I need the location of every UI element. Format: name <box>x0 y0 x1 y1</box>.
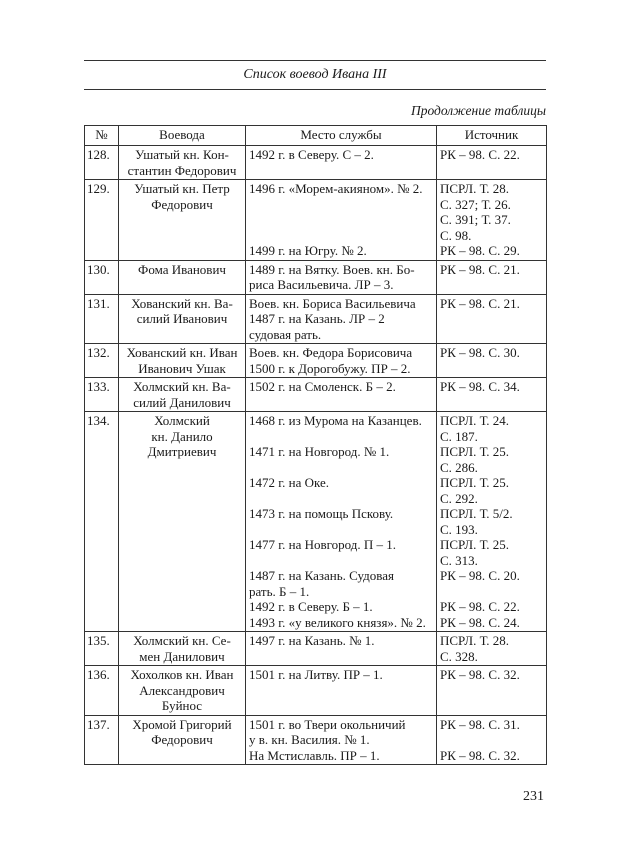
cell-place <box>246 412 437 632</box>
cell-place-line <box>249 460 433 476</box>
cell-place-line: 1493 г. «у великого князя». № 2. <box>249 614 426 630</box>
cell-place-line: На Мстиславль. ПР – 1. <box>249 747 380 763</box>
table-row <box>85 146 547 180</box>
cell-voevoda-line: Дмитриевич <box>147 444 217 459</box>
cell-number <box>85 715 119 765</box>
cell-voevoda-line: кн. Данило <box>151 428 213 444</box>
cell-place-line <box>249 197 433 213</box>
cell-voevoda <box>119 412 246 632</box>
cell-place-line: 1497 г. на Казань. № 1. <box>249 633 375 648</box>
cell-number-line: 133. <box>87 379 110 394</box>
cell-number <box>85 666 119 716</box>
table-continuation-label: Продолжение таблицы <box>410 103 546 118</box>
cell-number <box>85 412 119 632</box>
cell-source-line: РК – 98. С. 21. <box>440 261 520 277</box>
cell-place-line: Воев. кн. Федора Борисовича <box>249 345 413 360</box>
cell-place-line: 1487 г. на Казань. Судовая <box>249 568 395 583</box>
cell-voevoda-line: Хохолков кн. Иван <box>130 667 234 682</box>
cell-source-line: С. 391; Т. 37. <box>440 212 511 227</box>
table-row <box>85 666 547 716</box>
cell-source-line: РК – 98. С. 24. <box>440 614 520 630</box>
cell-place-line: 1473 г. на помощь Пскову. <box>249 506 394 521</box>
cell-voevoda-line: Холмский кн. Ва- <box>133 379 231 394</box>
cell-voevoda-line: Федорович <box>151 732 213 747</box>
cell-source <box>437 632 547 666</box>
cell-voevoda-line: Буйнос <box>161 698 203 713</box>
cell-place-line: 1477 г. на Новгород. П – 1. <box>249 537 397 552</box>
cell-place <box>246 180 437 261</box>
table-row <box>85 260 547 294</box>
cell-voevoda <box>119 632 246 666</box>
cell-source-line: ПСРЛ. Т. 25. <box>440 475 510 490</box>
cell-source <box>437 344 547 378</box>
cell-voevoda-line: силий Иванович <box>136 311 228 326</box>
cell-place-line: судовая рать. <box>249 326 322 342</box>
cell-source-line: РК – 98. С. 29. <box>440 243 520 258</box>
cell-voevoda <box>119 344 246 378</box>
cell-place-line <box>249 491 433 507</box>
cell-source-line <box>440 732 543 748</box>
cell-voevoda-line: Ушатый кн. Петр <box>134 181 230 196</box>
cell-place-line: у в. кн. Василия. № 1. <box>249 732 370 747</box>
table-header-row <box>85 126 547 146</box>
cell-voevoda <box>119 666 246 716</box>
cell-place <box>246 715 437 765</box>
cell-source-line: ПСРЛ. Т. 28. <box>440 181 510 196</box>
cell-voevoda <box>119 260 246 294</box>
cell-place <box>246 344 437 378</box>
cell-place-line: 1471 г. на Новгород. № 1. <box>249 444 390 459</box>
cell-source-line: С. 98. <box>440 227 472 243</box>
cell-source-line: ПСРЛ. Т. 25. <box>440 537 510 552</box>
cell-number-line: 129. <box>87 181 110 196</box>
cell-voevoda-line: мен Данилович <box>139 648 225 664</box>
cell-source-line: РК – 98. С. 21. <box>440 295 520 311</box>
column-header-voevoda: Воевода <box>119 126 246 146</box>
cell-place-line: 1502 г. на Смоленск. Б – 2. <box>249 379 396 394</box>
cell-source <box>437 666 547 716</box>
cell-place-line: риса Васильевича. ЛР – 3. <box>249 277 394 292</box>
cell-place-line: 1501 г. во Твери окольничий <box>249 716 406 732</box>
cell-voevoda <box>119 180 246 261</box>
cell-number-line: 137. <box>87 716 110 732</box>
cell-source <box>437 378 547 412</box>
cell-source-line: РК – 98. С. 34. <box>440 379 520 394</box>
cell-voevoda-line: Ушатый кн. Кон- <box>135 147 229 162</box>
table-row <box>85 632 547 666</box>
cell-place-line: 1492 г. в Северу. С – 2. <box>249 147 374 162</box>
cell-number <box>85 146 119 180</box>
cell-source-line: РК – 98. С. 22. <box>440 599 520 614</box>
cell-place <box>246 632 437 666</box>
cell-place-line: 1500 г. к Дорогобужу. ПР – 2. <box>249 360 411 376</box>
cell-place-line <box>249 429 433 445</box>
cell-number-line: 130. <box>87 261 110 277</box>
cell-number-line: 134. <box>87 413 110 428</box>
cell-voevoda <box>119 378 246 412</box>
cell-voevoda-line: стантин Федорович <box>127 162 237 178</box>
cell-place-line: Воев. кн. Бориса Васильевича <box>249 295 416 311</box>
cell-source-line: С. 328. <box>440 648 478 664</box>
cell-place-line: 1501 г. на Литву. ПР – 1. <box>249 667 383 682</box>
table-row <box>85 715 547 765</box>
running-header-title: Список воевод Ивана III <box>84 60 546 90</box>
table-row <box>85 344 547 378</box>
cell-source-line: ПСРЛ. Т. 24. <box>440 413 510 428</box>
cell-number <box>85 260 119 294</box>
cell-voevoda-line: Хромой Григорий <box>132 716 232 732</box>
cell-place <box>246 378 437 412</box>
cell-source-line: С. 327; Т. 26. <box>440 196 511 212</box>
cell-voevoda-line: Хованский кн. Иван <box>126 345 238 360</box>
cell-place-line <box>249 212 433 228</box>
cell-source-line: РК – 98. С. 22. <box>440 147 520 162</box>
cell-source-line: РК – 98. С. 31. <box>440 716 520 732</box>
cell-source <box>437 180 547 261</box>
cell-place-line: 1487 г. на Казань. ЛР – 2 <box>249 311 385 326</box>
cell-place-line: 1492 г. в Северу. Б – 1. <box>249 599 373 614</box>
cell-number <box>85 632 119 666</box>
cell-voevoda-line: Хованский кн. Ва- <box>131 295 233 311</box>
table-row <box>85 294 547 344</box>
cell-voevoda-line: Холмский кн. Се- <box>133 633 231 648</box>
cell-place-line: 1489 г. на Вятку. Воев. кн. Бо- <box>249 261 415 277</box>
cell-number <box>85 378 119 412</box>
cell-place-line: 1499 г. на Югру. № 2. <box>249 243 367 258</box>
cell-number <box>85 180 119 261</box>
cell-source-line: С. 193. <box>440 521 478 537</box>
cell-voevoda-line: Холмский <box>154 413 210 428</box>
cell-voevoda-line: силий Данилович <box>133 394 231 410</box>
cell-source-line: РК – 98. С. 30. <box>440 345 520 360</box>
cell-source-line: РК – 98. С. 32. <box>440 667 520 682</box>
cell-source-line: ПСРЛ. Т. 25. <box>440 444 510 459</box>
page-number: 231 <box>523 789 544 804</box>
cell-number-line: 132. <box>87 345 110 360</box>
cell-voevoda <box>119 715 246 765</box>
cell-place-line: 1496 г. «Морем-акияном». № 2. <box>249 181 423 196</box>
cell-number <box>85 294 119 344</box>
cell-voevoda-line: Александрович <box>139 682 225 698</box>
cell-source-line <box>440 584 543 600</box>
cell-source <box>437 715 547 765</box>
voevody-table <box>84 125 547 765</box>
cell-source-line: РК – 98. С. 20. <box>440 568 520 583</box>
cell-source-line: С. 313. <box>440 552 478 568</box>
column-header-number: № <box>85 126 119 146</box>
cell-place-line: 1468 г. из Мурома на Казанцев. <box>249 413 422 428</box>
cell-number-line: 136. <box>87 667 110 682</box>
cell-place-line: 1472 г. на Оке. <box>249 475 329 490</box>
table-row <box>85 180 547 261</box>
column-header-source: Источник <box>437 126 547 146</box>
cell-voevoda-line: Иванович Ушак <box>138 360 226 376</box>
cell-place <box>246 146 437 180</box>
cell-source <box>437 294 547 344</box>
cell-source-line: ПСРЛ. Т. 28. <box>440 633 510 648</box>
cell-place-line <box>249 228 433 244</box>
cell-source <box>437 146 547 180</box>
cell-place-line: рать. Б – 1. <box>249 583 310 599</box>
cell-source-line: С. 292. <box>440 490 478 506</box>
cell-place-line <box>249 522 433 538</box>
cell-number <box>85 344 119 378</box>
cell-place <box>246 294 437 344</box>
table-row <box>85 412 547 632</box>
cell-number-line: 128. <box>87 147 110 162</box>
cell-place-line <box>249 553 433 569</box>
cell-place <box>246 260 437 294</box>
cell-place <box>246 666 437 716</box>
cell-voevoda-line: Федорович <box>151 196 213 212</box>
cell-voevoda <box>119 294 246 344</box>
cell-source-line: ПСРЛ. Т. 5/2. <box>440 506 513 521</box>
cell-number-line: 131. <box>87 295 110 311</box>
cell-voevoda <box>119 146 246 180</box>
cell-number-line: 135. <box>87 633 110 648</box>
cell-source <box>437 260 547 294</box>
cell-voevoda-line: Фома Иванович <box>138 261 226 277</box>
cell-source-line: РК – 98. С. 32. <box>440 747 520 763</box>
cell-source-line: С. 187. <box>440 428 478 444</box>
cell-source <box>437 412 547 632</box>
table-row <box>85 378 547 412</box>
cell-source-line: С. 286. <box>440 459 478 475</box>
column-header-place: Место службы <box>246 126 437 146</box>
